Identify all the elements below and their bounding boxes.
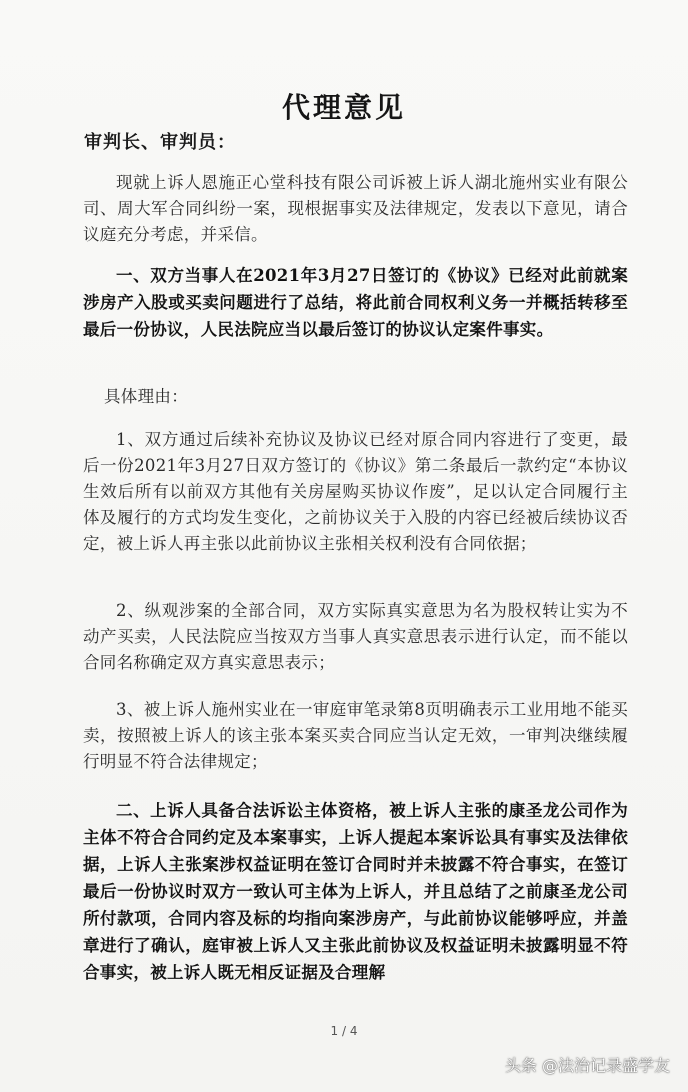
page-title: 代理意见 — [281, 91, 406, 124]
page-number: 1 / 4 — [330, 1024, 358, 1038]
intro-paragraph: 现就上诉人恩施正心堂科技有限公司诉被上诉人湖北施州实业有限公司、周大军合同纠纷一案，现根据事实及法律规定，发表以下意见，请合议庭充分考虑，并采信。 — [83, 173, 628, 244]
source-watermark: 头条 @法治记录盛学友 — [504, 1056, 670, 1075]
reason-one: 1、双方通过后续补充协议及协议已经对原合同内容进行了变更，最后一份2021年3月27日双方签订的《协议》第二条最后一款约定“本协议生效后所有以前双方其他有关房屋购买协议作废”，足以认定合同履行主体及履行的方式均发生变化，之前协议关于入股的内容已经被后续协议否定，被上诉人再主张以此前协议主张相关权利没有合同依据； — [83, 430, 628, 553]
reason-two: 2、纵观涉案的全部合同，双方实际真实意思为名为股权转让实为不动产买卖，人民法院应当按双方当事人真实意思表示进行认定，而不能以合同名称确定双方真实意思表示； — [83, 601, 628, 672]
reason-three: 3、被上诉人施州实业在一审庭审笔录第8页明确表示工业用地不能买卖，按照被上诉人的该主张本案买卖合同应当认定无效，一审判决继续履行明显不符合法律规定； — [83, 700, 628, 771]
reasons-label: 具体理由： — [104, 387, 188, 406]
point-one-heading: 一、双方当事人在2021年3月27日签订的《协议》已经对此前就案涉房产入股或买卖问题进行了总结，将此前合同权利义务一并概括转移至最后一份协议，人民法院应当以最后签订的协议认定案件事实。 — [83, 266, 628, 339]
point-two-heading: 二、上诉人具备合法诉讼主体资格，被上诉人主张的康圣龙公司作为主体不符合合同约定及本案事实，上诉人提起本案诉讼具有事实及法律依据，上诉人主张案涉权益证明在签订合同时并未披露不符合事实，在签订最后一份协议时双方一致认可主体为上诉人，并且总结了之前康圣龙公司所付款项，合同内容及标的均指向案涉房产，与此前协议能够呼应，并盖章进行了确认，庭审被上诉人又主张此前协议及权益证明未披露明显不符合事实，被上诉人既无相反证据及合理解 — [83, 801, 628, 982]
salutation: 审判长、审判员： — [84, 132, 236, 153]
